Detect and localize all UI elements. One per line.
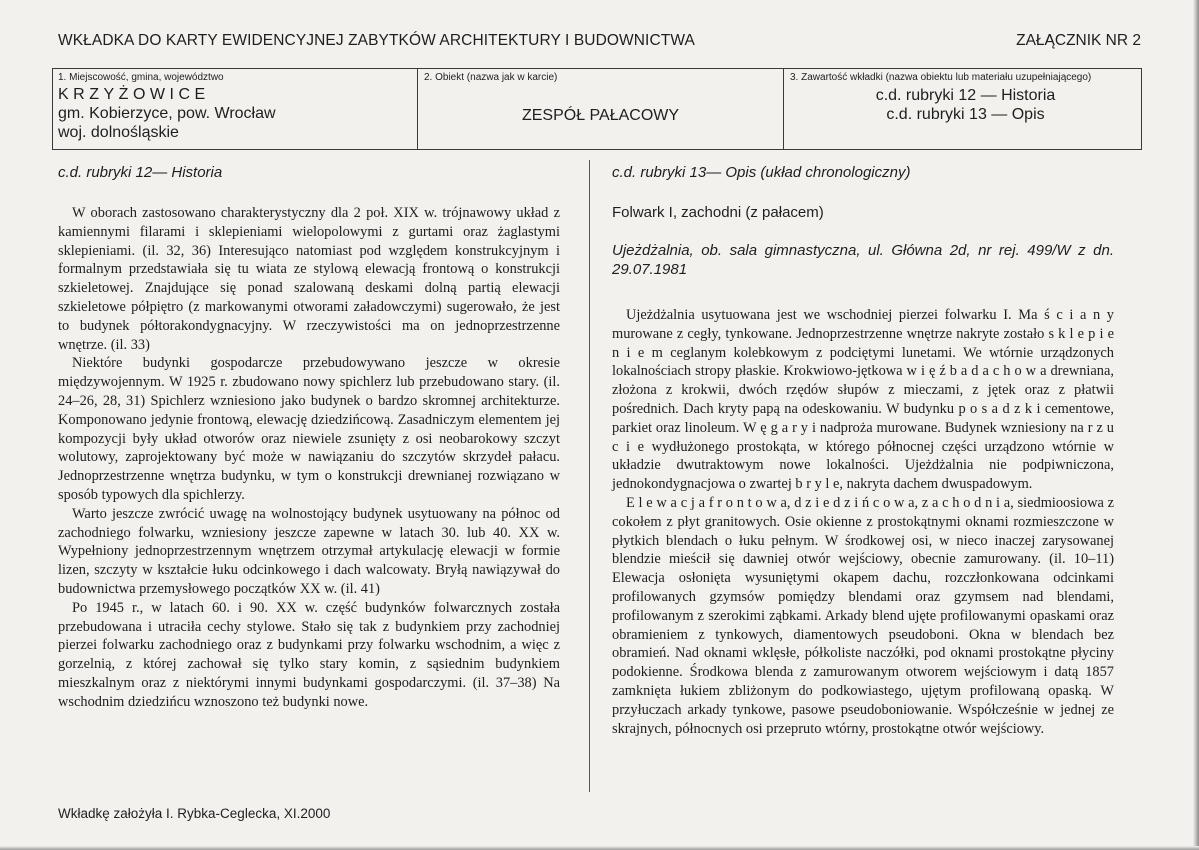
page-edge-shadow-bottom [0,846,1199,850]
header-table [52,68,1142,150]
place-name: KRZYŻOWICE [58,86,210,103]
commune-line: gm. Kobierzyce, pow. Wrocław [58,105,276,122]
description-heading: c.d. rubryki 13— Opis (układ chronologiczny) [612,164,911,181]
history-paragraph: Po 1945 r., w latach 60. i 90. XX w. część budynków folwarcznych została przebudowana i utraciła cechy stylowe. Stało się tak z budynkiem przy zachodniej pierzei folwarku zachodniego oraz z budynkami przy folwarku wschodnim, a więc z gorzelnią, z której zachował się tylko stary komin, z sąsiednim budynkiem mieszkalnym oraz z niektórymi innymi budynkami gospodarczymi. (il. 37–38) Na wschodnim dziedzińcu wznoszono też budynki nowe. [58,599,560,710]
description-paragraph: Ujeżdżalnia usytuowana jest we wschodniej pierzei folwarku I. Ma ś c i a n y murowane z cegły, tynkowane. Jednoprzestrzenne wnętrze nakryte zostało s k l e p i e n i e m ceglanym kolebkowym z podciętymi lunetami. We wtórnie urządzonych lokalnościach stropy płaskie. Krokwiowo-jętkowa w i ę ź b a d a c h o w a drewniana, złożona z krokwii, dwóch rzędów słupów z mieczami, z jętek oraz z płatwii pośrednich. Dach kryty papą na odeskowaniu. W budynku p o s a d z k i cementowe, parkiet oraz linoleum. W ę g a r y i nadproża murowane. Budynek wzniesiony na r z u c i e wydłużonego prostokąta, w którego północnej części urządzono wtórnie w układzie dwutraktowym nowe lokalności. Ujeżdżalnia nie podpiwniczona, jednokondygnacjowa o zwartej b r y l e, nakryta dachem dwuspadowym. [612,307,1114,493]
object-cell [417,69,783,149]
location-label: 1. Miejscowość, gmina, województwo [58,72,224,83]
description-paragraph: E l e w a c j a f r o n t o w a, d z i e d z i ń c o w a, z a c h o d n i a, siedmioosiowa z cokołem z płyt granitowych. Osie okienne z prostokątnymi oknami rozmieszczone w płytkich blendach o łuku pełnym. W środkowej osi, w nieco inaczej zarysowanej blendzie mieścił się dawniej otwór wejściowy, obecnie zamurowany. (il. 10–11) Elewacja osłonięta wysuniętymi okapem dachu, rozczłonkowana odcinkami profilowanych gzymsów pomiędzy blendami oraz gzymsem nad blendami, profilowanym z szerokimi ząbkami. Arkady blend ujęte profilowanymi opaskami oraz obramieniem z tynkowych, diamentowych pseudoboni. Okna w blendach bez obramień. Nad oknami wklęsłe, półkoliste naczółki, pod oknami prostokątne płyciny podokienne. Środkowa blenda z zamurowanym otworem wejściowym i datą 1857 zamknięta łukiem zbliżonym do podkowiastego, ujętym profilowaną opaską. W przyłuczach arkady tynkowe, pasowe pseudoboniowanie. Współcześnie w jednej ze skrajnych, północnych osi przepruto wtórny, prostokątne otwór wejściowy. [612,494,1114,737]
object-label: 2. Obiekt (nazwa jak w karcie) [424,72,558,83]
page-edge-shadow-right [1193,0,1199,850]
history-text [58,204,560,712]
object-name: ZESPÓŁ PAŁACOWY [521,107,680,124]
location-cell [53,69,417,149]
farm-subheading: Folwark I, zachodni (z pałacem) [612,204,824,221]
contents-line-description: c.d. rubryki 13 — Opis [886,106,1045,123]
annex-number: ZAŁĄCZNIK NR 2 [1016,32,1141,49]
document-title: WKŁADKA DO KARTY EWIDENCYJNEJ ZABYTKÓW ARCHITEKTURY I BUDOWNICTWA [58,32,695,49]
history-paragraph: W oborach zastosowano charakterystyczny dla 2 poł. XIX w. trójnawowy układ z kamiennymi filarami i sklepieniami wielopolowymi z gurtami oraz żaglastymi sklepieniami. (il. 32, 36) Interesująco natomiast pod względem konstrukcyjnym i formalnym przedstawiała się tu wiata ze stylową elewacją frontową o konstrukcji szkieletowej. Znajdujące się ponad szalowaną deskami dolną partią elewacji szkieletowe półpiętro (z markowanymi otworami załadowczymi) sugerowało, że jest to budynek półtorakondygnacyjny. W rzeczywistości ma on jednoprzestrzenne wnętrze. (il. 33) [58,205,560,353]
voivodeship-line: woj. dolnośląskie [58,124,179,141]
building-heading: Ujeżdżalnia, ob. sala gimnastyczna, ul. Główna 2d, nr rej. 499/W z dn. 29.07.1981 [612,242,1114,278]
contents-line-history: c.d. rubryki 12 — Historia [875,87,1056,104]
description-column [612,164,1114,738]
history-heading: c.d. rubryki 12— Historia [58,164,223,181]
description-text [612,306,1114,738]
column-divider [589,160,590,792]
contents-cell [783,69,1141,149]
history-paragraph: Warto jeszcze zwrócić uwagę na wolnostojący budynek usytuowany na północ od zachodniego folwarku, wzniesiony jeszcze zapewne w latach 30. lub 40. XX w. Wypełniony jednoprzestrzennym wnętrzem otrzymał artykulację elewacji w formie lizen, szczyty w kształcie łuku odcinkowego i dach walcowaty. Bryłą nawiązywał do budownictwa przemysłowego początków XX w. (il. 41) [58,505,560,597]
history-column [58,164,560,712]
author-footer: Wkładkę założyła I. Rybka-Ceglecka, XI.2000 [58,806,331,821]
history-paragraph: Niektóre budynki gospodarcze przebudowywano jeszcze w okresie międzywojennym. W 1925 r. zbudowano nowy spichlerz lub przebudowano stary. (il. 24–26, 28, 31) Spichlerz wzniesiono jako budynek o bardzo skromnej architekturze. Komponowano jedynie frontową, elewację dziedzińcową. Zasadniczym elementem jej kompozycji były układ otworów oraz niewiele zsunięty z osi neobarokowy szczyt wolutowy, zaprojektowany być może w nawiązaniu do szczytów skrzydeł pałacu. Jednoprzestrzenne wnętrza budynku, w tym o konstrukcji drewnianej rozwiązano w sposób typowych dla spichlerzy. [58,355,560,503]
contents-label: 3. Zawartość wkładki (nazwa obiektu lub materiału uzupełniającego) [790,72,1092,83]
